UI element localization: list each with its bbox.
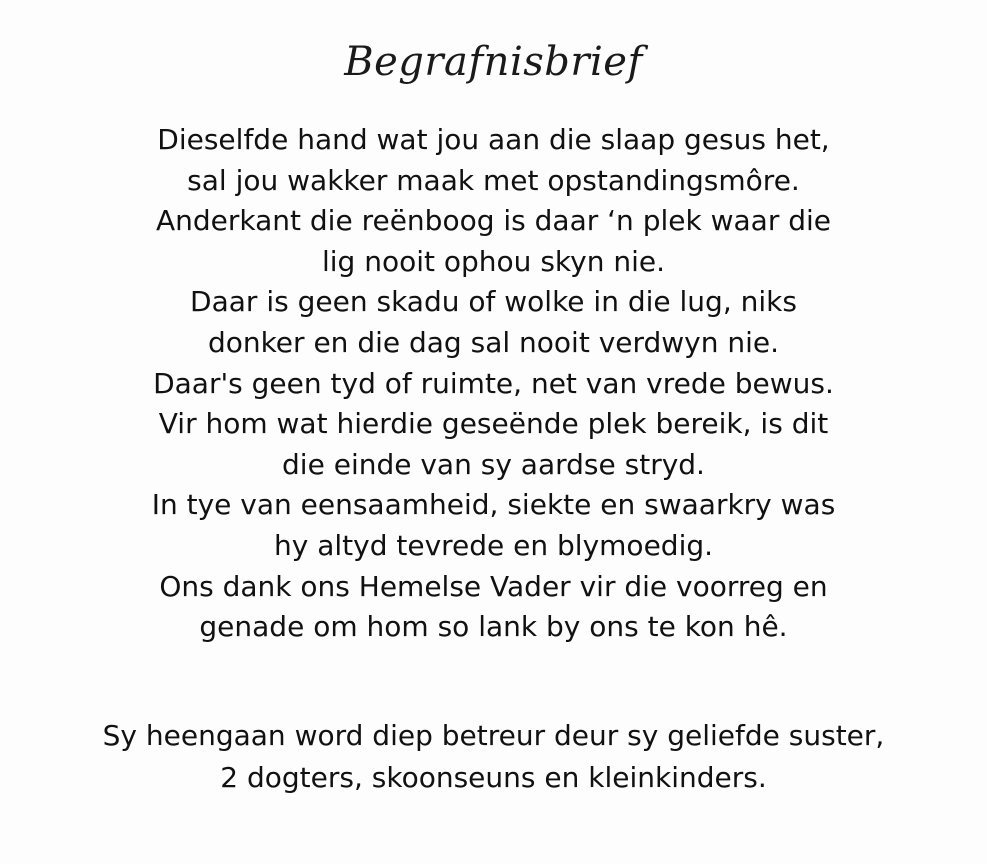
poem-line: Vir hom wat hierdie geseënde plek bereik, is dit — [158, 407, 829, 441]
poem-line: hy altyd tevrede en blymoedig. — [273, 528, 714, 562]
poem-line: donker en die dag sal nooit verdwyn nie. — [207, 325, 780, 359]
closing-text — [20, 715, 967, 799]
poem-line: die einde van sy aardse stryd. — [282, 447, 705, 481]
poem-line: Dieselfde hand wat jou aan die slaap gesus het, — [157, 123, 830, 156]
poem-text — [40, 120, 947, 648]
page-title: Begrafnisbrief — [344, 39, 643, 85]
poem-line: genade om hom so lank by ons te kon hê. — [199, 610, 788, 644]
closing-line: Sy heengaan word diep betreur deur sy geliefde suster, — [102, 719, 885, 752]
poem-line: Daar's geen tyd of ruimte, net van vrede bewus. — [153, 366, 834, 400]
poem-line: In tye van eensaamheid, siekte en swaarkry was — [151, 488, 836, 522]
closing-line: 2 dogters, skoonseuns en kleinkinders. — [220, 761, 767, 794]
poem-line: lig nooit ophou skyn nie. — [322, 244, 665, 278]
poem-line: Daar is geen skadu of wolke in die lug, niks — [190, 285, 797, 319]
poem-line: Ons dank ons Hemelse Vader vir die voorreg en — [159, 569, 828, 603]
poem-line: Anderkant die reënboog is daar ‘n plek waar die — [155, 204, 832, 238]
poem-line: sal jou wakker maak met opstandingsmôre. — [187, 163, 800, 197]
